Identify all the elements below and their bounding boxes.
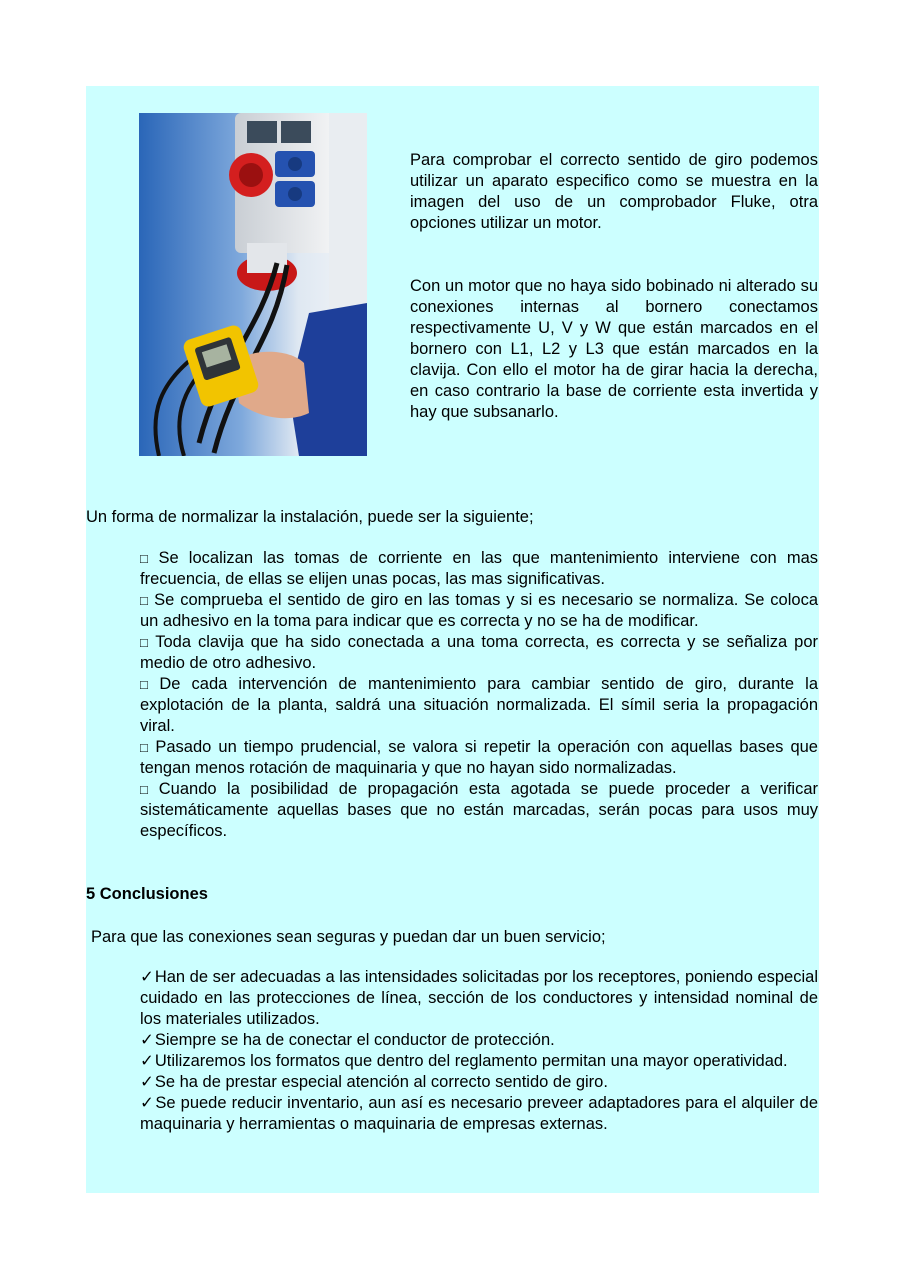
checkmark-icon: ✓: [140, 968, 154, 986]
bullet-icon: □: [140, 782, 154, 797]
bullet-icon: □: [140, 677, 155, 692]
list-item: ✓Siempre se ha de conectar el conductor de protección.: [140, 1031, 555, 1049]
conclusions-lead: Para que las conexiones sean seguras y puedan dar un buen servicio;: [91, 928, 606, 946]
bullet-icon: □: [140, 740, 151, 755]
list-item: □ Toda clavija que ha sido conectada a una toma correcta, es correcta y se señaliza por medio de otro adhesivo.: [140, 633, 818, 672]
normalize-lead: Un forma de normalizar la instalación, puede ser la siguiente;: [86, 508, 534, 526]
normalize-list: [140, 548, 818, 842]
list-item: ✓Se ha de prestar especial atención al correcto sentido de giro.: [140, 1073, 608, 1091]
list-item: ✓Han de ser adecuadas a las intensidades solicitadas por los receptores, poniendo especial cuidado en las protecciones de línea, sección de los conductores y intensidad nominal de los materiales utilizados.: [140, 968, 818, 1028]
bullet-icon: □: [140, 593, 150, 608]
list-item: ✓Se puede reducir inventario, aun así es necesario preveer adaptadores para el alquiler de maquinaria y herramientas o maquinaria de empresas externas.: [140, 1094, 818, 1133]
checkmark-icon: ✓: [140, 1094, 155, 1112]
checkmark-icon: ✓: [140, 1031, 154, 1049]
list-item: □ Se comprueba el sentido de giro en las tomas y si es necesario se normaliza. Se coloca un adhesivo en la toma para indicar que es correcta y no se ha de modificar.: [140, 591, 819, 630]
intro-paragraph-1: Para comprobar el correcto sentido de giro podemos utilizar un aparato especifico como se muestra en la imagen del uso de un comprobador Fluke, otra opciones utilizar un motor.: [410, 151, 818, 232]
bullet-icon: □: [140, 635, 151, 650]
list-item: ✓Utilizaremos los formatos que dentro del reglamento permitan una mayor operatividad.: [140, 1052, 788, 1070]
bullet-icon: □: [140, 551, 154, 566]
fluke-tester-photo: [139, 113, 367, 456]
conclusions-list: [140, 967, 818, 1135]
intro-paragraph-2: Con un motor que no haya sido bobinado ni alterado su conexiones internas al bornero conectamos respectivamente U, V y W que están marcados en el bornero con L1, L2 y L3 que están marcados en la clavija. Con ello el motor ha de girar hacia la derecha, en caso contrario la base de corriente esta invertida y hay que subsanarlo.: [410, 277, 818, 421]
list-item: □ Cuando la posibilidad de propagación esta agotada se puede proceder a verificar sistemáticamente aquellas bases que no están marcadas, serán pocas para usos muy específicos.: [140, 780, 818, 840]
list-item: □ Se localizan las tomas de corriente en las que mantenimiento interviene con mas frecuencia, de ellas se elijen unas pocas, las mas significativas.: [140, 549, 818, 588]
section-heading: 5 Conclusiones: [86, 885, 208, 903]
list-item: □ Pasado un tiempo prudencial, se valora si repetir la operación con aquellas bases que tengan menos rotación de maquinaria y que no hayan sido normalizadas.: [140, 738, 818, 777]
checkmark-icon: ✓: [140, 1052, 154, 1070]
list-item: □ De cada intervención de mantenimiento para cambiar sentido de giro, durante la explotación de la planta, saldrá una situación normalizada. El símil seria la propagación viral.: [140, 675, 819, 735]
checkmark-icon: ✓: [140, 1073, 154, 1091]
